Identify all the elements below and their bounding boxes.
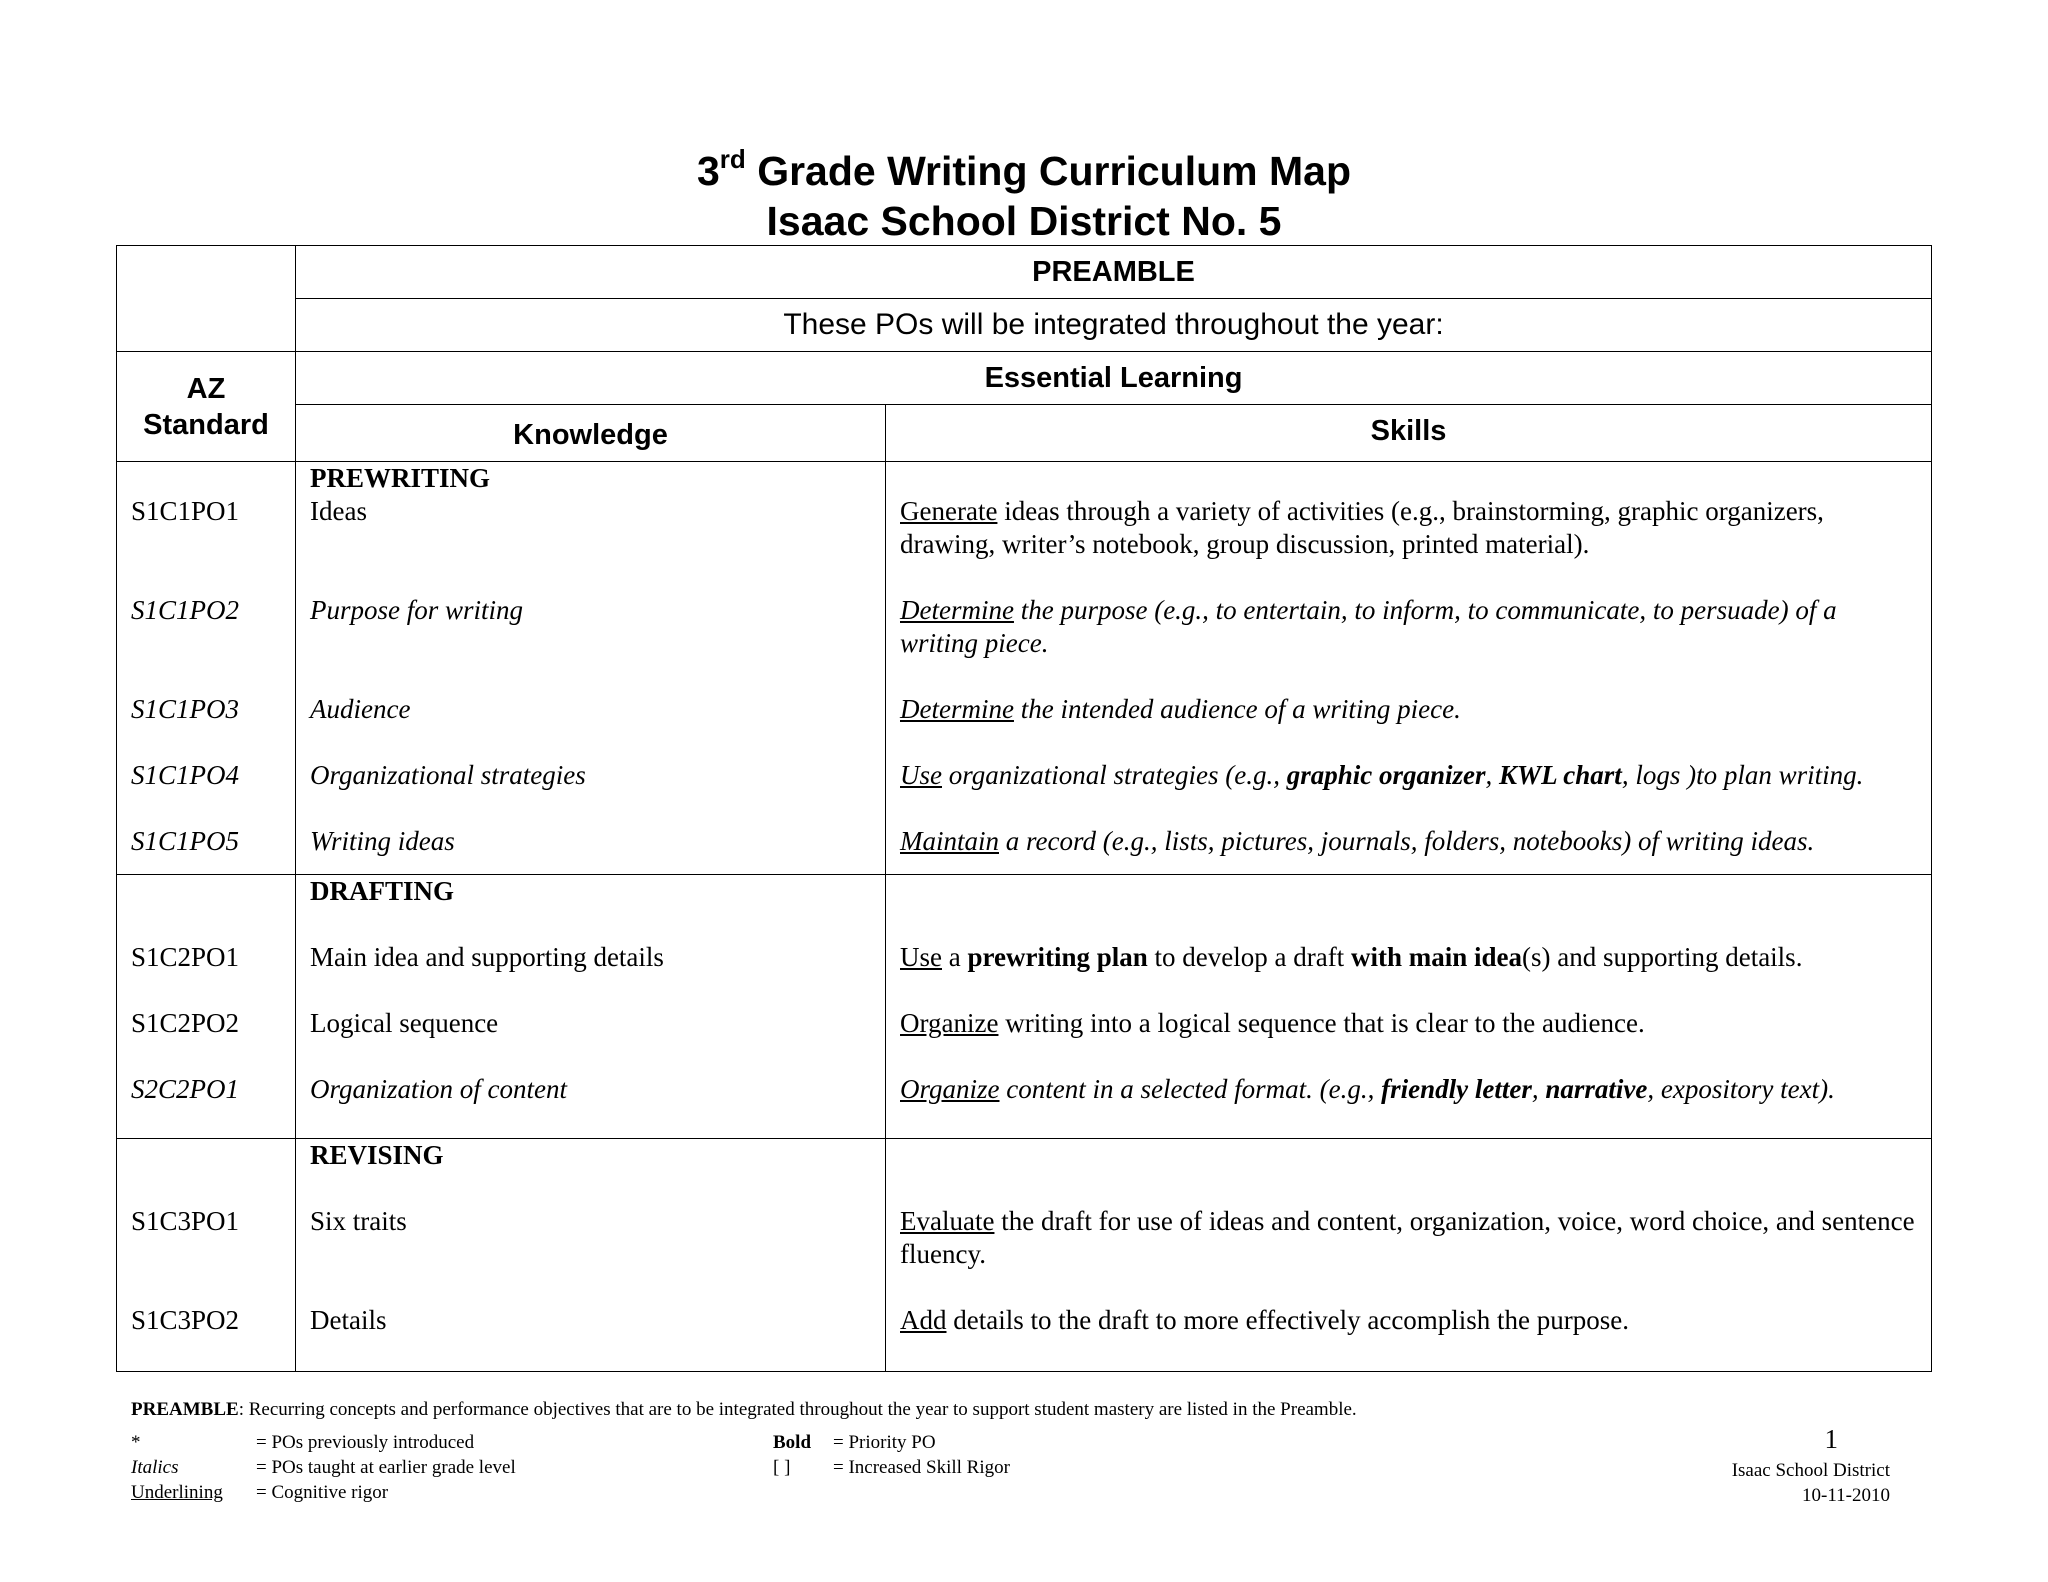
section-heading: PREWRITING <box>310 463 491 493</box>
knowledge-topic: Logical sequence <box>310 1008 499 1038</box>
skill-statement: Generate ideas through a variety of activities (e.g., brainstorming, graphic organizers, drawing, writer’s notebook, group discussion, printed material). <box>900 496 1824 559</box>
preamble-header: PREAMBLE <box>296 246 1932 299</box>
district-name: Isaac School District <box>1731 1460 1890 1481</box>
knowledge-topic: Writing ideas <box>310 826 455 856</box>
knowledge-topic: Organizational strategies <box>310 760 586 790</box>
blank-corner-cell <box>117 246 296 352</box>
skill-statement: Organize writing into a logical sequence that is clear to the audience. <box>900 1008 1645 1038</box>
skill-statement: Determine the purpose (e.g., to entertain, to inform, to communicate, to persuade) of a writing piece. <box>900 595 1837 658</box>
section-row <box>117 462 1932 875</box>
standard-code: S1C1PO1 <box>131 496 240 526</box>
standard-code: S1C2PO1 <box>131 942 240 972</box>
standard-code: S1C1PO2 <box>131 595 239 625</box>
knowledge-topic: Audience <box>310 694 411 724</box>
skill-statement: Use organizational strategies (e.g., graphic organizer, KWL chart, logs )to plan writing. <box>900 760 1864 790</box>
title-line-1: 3rd Grade Writing Curriculum Map <box>696 144 1351 194</box>
curriculum-table <box>116 245 1932 1372</box>
district-stamp <box>1732 1458 1890 1508</box>
integrated-note: These POs will be integrated throughout the year: <box>296 299 1932 352</box>
skill-statement: Determine the intended audience of a writing piece. <box>900 694 1461 724</box>
knowledge-topic: Details <box>310 1305 387 1335</box>
section-heading: DRAFTING <box>310 876 455 906</box>
legend-item: Bold = Priority PO <box>773 1432 936 1453</box>
preamble-footnote: PREAMBLE: Recurring concepts and performance objectives that are to be integrated throughout the year to support student mastery are listed in the Preamble. <box>131 1399 1357 1420</box>
knowledge-topic: Ideas <box>310 496 367 526</box>
az-standard-header: AZ Standard <box>117 352 296 462</box>
legend-item: * = POs previously introduced <box>131 1432 475 1453</box>
knowledge-cell <box>296 875 886 1139</box>
section-heading: REVISING <box>310 1140 444 1170</box>
skills-header: Skills <box>886 405 1932 462</box>
skills-cell <box>886 462 1932 875</box>
skill-statement: Add details to the draft to more effectively accomplish the purpose. <box>900 1305 1630 1335</box>
standard-code: S1C1PO5 <box>131 826 239 856</box>
page-number: 1 <box>1824 1424 1838 1454</box>
knowledge-cell <box>296 462 886 875</box>
standard-code: S1C1PO4 <box>131 760 239 790</box>
knowledge-topic: Main idea and supporting details <box>310 942 664 972</box>
legend-item: [ ] = Increased Skill Rigor <box>773 1457 1010 1478</box>
knowledge-topic: Purpose for writing <box>310 595 524 625</box>
skill-statement: Evaluate the draft for use of ideas and content, organization, voice, word choice, and sentence fluency. <box>900 1206 1915 1269</box>
knowledge-topic: Six traits <box>310 1206 407 1236</box>
document-title <box>0 146 2048 246</box>
standard-code-cell <box>117 875 296 1139</box>
knowledge-cell <box>296 1139 886 1372</box>
legend-left <box>131 1430 516 1505</box>
knowledge-header: Knowledge <box>296 405 886 462</box>
title-line-2: Isaac School District No. 5 <box>766 198 1282 244</box>
skills-cell <box>886 1139 1932 1372</box>
section-row <box>117 1139 1932 1372</box>
legend-right <box>773 1430 1010 1480</box>
revision-date: 10-11-2010 <box>1802 1485 1890 1506</box>
skill-statement: Organize content in a selected format. (e.g., friendly letter, narrative, expository text). <box>900 1074 1835 1104</box>
skill-statement: Maintain a record (e.g., lists, pictures, journals, folders, notebooks) of writing ideas. <box>900 826 1815 856</box>
standard-code: S1C2PO2 <box>131 1008 240 1038</box>
standard-code: S1C3PO2 <box>131 1305 240 1335</box>
essential-learning-header: Essential Learning <box>296 352 1932 405</box>
standard-code-cell <box>117 462 296 875</box>
standard-code: S2C2PO1 <box>131 1074 239 1104</box>
skill-statement: Use a prewriting plan to develop a draft with main idea(s) and supporting details. <box>900 942 1803 972</box>
standard-code: S1C1PO3 <box>131 694 239 724</box>
knowledge-topic: Organization of content <box>310 1074 567 1104</box>
section-row <box>117 875 1932 1139</box>
legend-item: Underlining = Cognitive rigor <box>131 1482 389 1503</box>
standard-code: S1C3PO1 <box>131 1206 240 1236</box>
skills-cell <box>886 875 1932 1139</box>
standard-code-cell <box>117 1139 296 1372</box>
legend-item: Italics = POs taught at earlier grade level <box>131 1457 516 1478</box>
